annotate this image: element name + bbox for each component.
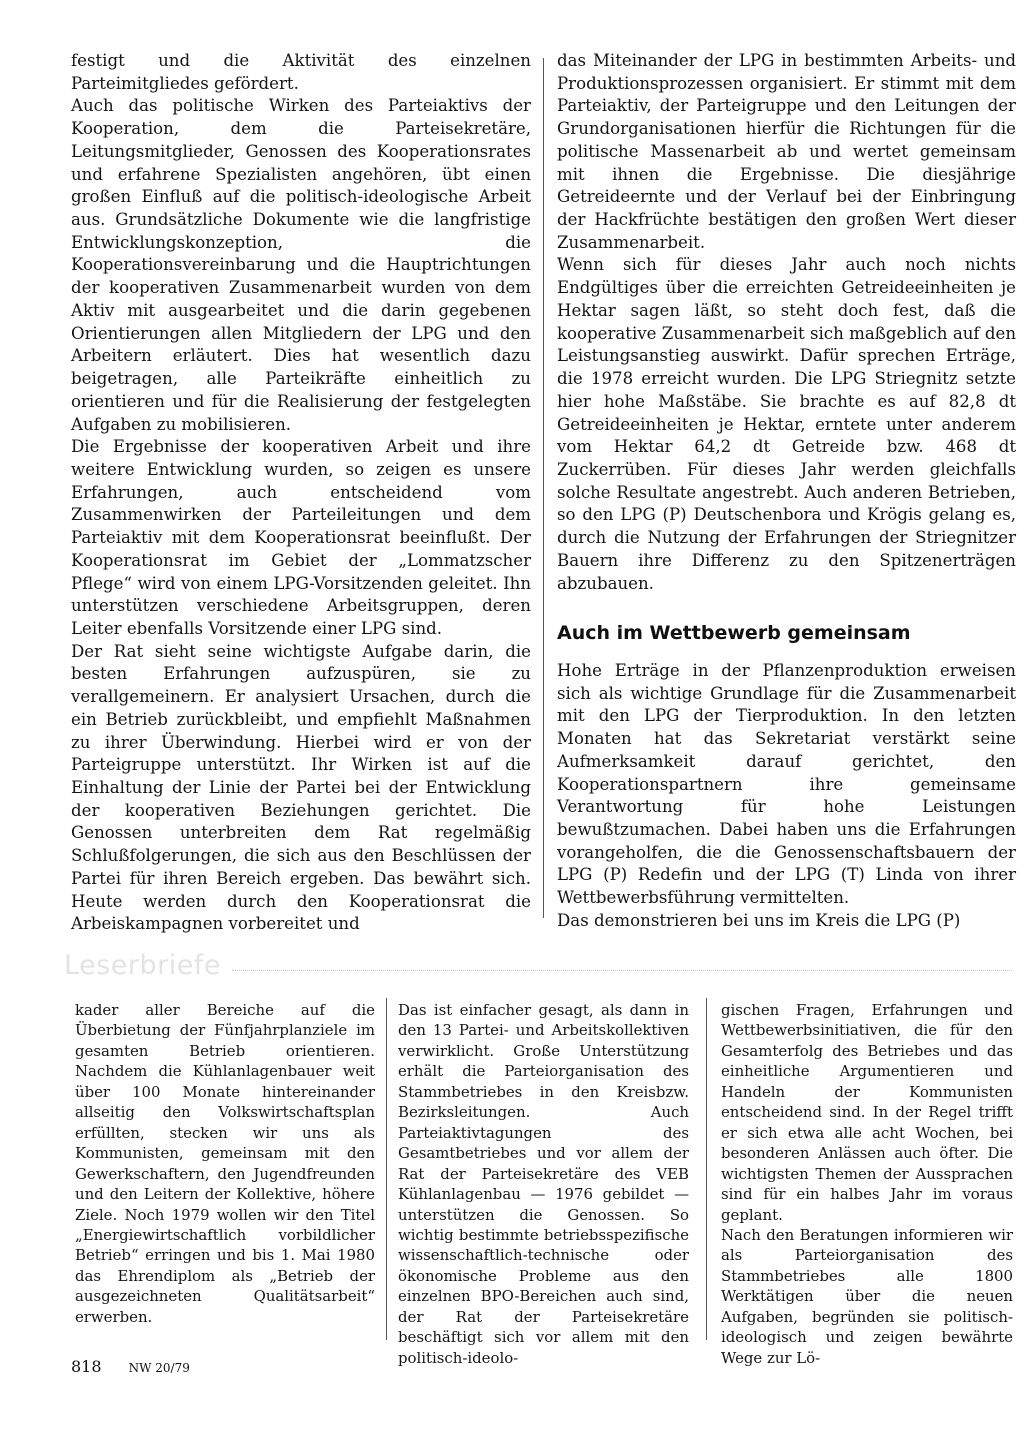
section-divider	[232, 970, 1012, 971]
section-label-leserbriefe: Leserbriefe	[64, 950, 221, 981]
page-footer	[71, 1356, 190, 1379]
paragraph: Die Ergebnisse der kooperativen Arbeit und ihre weitere Entwicklung wurden, so zeigen es unsere Erfahrungen, auch entscheidend vom Zusammenwirken der Parteileitungen und dem Parteiaktiv mit dem Kooperationsrat beeinflußt. Der Kooperationsrat im Gebiet der „Lommatzscher Pflege“ wird von einem LPG-Vorsitzenden geleitet. Ihn unterstützen verschiedene Arbeitsgruppen, deren Leiter ebenfalls Vorsitzende einer LPG sind.	[71, 437, 531, 638]
letters-column-1	[75, 1000, 375, 1327]
paragraph: Das ist einfacher gesagt, als dann in den 13 Partei- und Arbeitskollektiven verwirklicht. Große Unterstützung erhält die Parteiorganisation des Stammbetriebes in den Kreisbzw. Bezirksleitungen. Auch Parteiaktivtagungen des Gesamtbetriebes und vor allem der Rat der Parteisekretäre des VEB Kühlanlagenbau — 1976 gebildet — unterstützen die Genossen. So wichtig bestimmte betriebsspezifische wissenschaftlich-technische oder ökonomische Probleme aus den einzelnen BPO-Bereichen auch sind, der Rat der Parteisekretäre beschäftigt sich vor allem mit den politisch-ideolo-	[398, 1001, 689, 1367]
article-column-2	[557, 50, 1016, 595]
issue-reference: NW 20/79	[128, 1361, 190, 1375]
paragraph: Das demonstrieren bei uns im Kreis die LPG (P)	[557, 910, 961, 930]
letters-column-2	[398, 1000, 689, 1368]
paragraph: festigt und die Aktivität des einzelnen Parteimitgliedes gefördert.	[71, 51, 531, 93]
paragraph: Wenn sich für dieses Jahr auch noch nichts Endgültiges über die erreichten Getreideeinheiten je Hektar sagen läßt, so steht doch fest, daß die kooperative Zusammenarbeit sich maßgeblich auf den Leistungsanstieg auswirkt. Dafür sprechen Erträge, die 1978 erreicht wurden. Die LPG Striegnitz setzte hier hohe Maßstäbe. Sie brachte es auf 82,8 dt Getreideeinheiten je Hektar, erntete unter anderem vom Hektar 64,2 dt Getreide bzw. 468 dt Zuckerrüben. Für dieses Jahr werden gleichfalls solche Resultate angestrebt. Auch anderen Betrieben, so den LPG (P) Deutschenbora und Krögis gelang es, durch die Nutzung der Erfahrungen der Striegnitzer Bauern ihre Differenz zu den Spitzenerträgen abzubauen.	[557, 255, 1016, 593]
column-divider	[543, 58, 544, 918]
column-divider	[706, 998, 707, 1340]
paragraph: Nach den Beratungen informieren wir als Parteiorganisation des Stammbetriebes alle 1800 Werktätigen über die neuen Aufgaben, begründen sie politisch-ideologisch und zeigen bewährte Wege zur Lö-	[721, 1225, 1013, 1367]
paragraph: Hohe Erträge in der Pflanzenproduktion erweisen sich als wichtige Grundlage für die Zusammenarbeit mit den LPG der Tierproduktion. In den letzten Monaten hat das Sekretariat verstärkt seine Aufmerksamkeit darauf gerichtet, den Kooperationspartnern ihre gemeinsame Verantwortung für hohe Leistungen bewußtzumachen. Dabei haben uns die Erfahrungen vorangeholfen, die die Genossenschaftsbauern der LPG (P) Redefin und der LPG (T) Linda von ihrer Wettbewerbsführung vermittelten.	[557, 661, 1016, 908]
paragraph: das Miteinander der LPG in bestimmten Arbeits- und Produktionsprozessen organisiert. Er stimmt mit dem Parteiaktiv, der Parteigruppe und den Leitungen der Grundorganisationen hierfür die Richtungen für die politische Massenarbeit ab und wertet gemeinsam mit ihnen die Ergebnisse. Die diesjährige Getreideernte und der Verlauf bei der Einbringung der Hackfrüchte bestätigen den großen Wert dieser Zusammenarbeit.	[557, 51, 1016, 252]
paragraph: Auch das politische Wirken des Parteiaktivs der Kooperation, dem die Parteisekretäre, Leitungsmitglieder, Genossen des Kooperationsrates und erfahrene Spezialisten angehören, übt einen großen Einfluß auf die politisch-ideologische Arbeit aus. Grundsätzliche Dokumente wie die langfristige Entwicklungskonzeption, die Kooperationsvereinbarung und die Hauptrichtungen der kooperativen Zusammenarbeit wurden von dem Aktiv mit ausgearbeitet und die darin gegebenen Orientierungen allen Mitgliedern der LPG und den Arbeitern erläutert. Dies hat wesentlich dazu beigetragen, alle Parteikräfte einheitlich zu orientieren und für die Realisierung der festgelegten Aufgaben zu mobilisieren.	[71, 96, 531, 434]
section-heading: Auch im Wettbewerb gemeinsam	[557, 622, 911, 644]
paragraph: Der Rat sieht seine wichtigste Aufgabe darin, die besten Erfahrungen aufzuspüren, sie zu verallgemeinern. Er analysiert Ursachen, durch die ein Betrieb zurückbleibt, und empfiehlt Maßnahmen zu ihrer Überwindung. Hierbei wird er von der Parteigruppe unterstützt. Ihr Wirken ist auf die Einhaltung der Linie der Partei bei der Entwicklung der kooperativen Beziehungen gerichtet. Die Genossen unterbreiten dem Rat regelmäßig Schlußfolgerungen, die sich aus den Beschlüssen der Partei für ihren Bereich ergeben. Das bewährt sich. Heute werden durch den Kooperationsrat die Arbeiskampagnen vorbereitet und	[71, 641, 531, 934]
letters-column-3	[721, 1000, 1013, 1368]
paragraph: gischen Fragen, Erfahrungen und Wettbewerbsinitiativen, die für den Gesamterfolg des Betriebes und das einheitliche Argumentieren und Handeln der Kommunisten entscheidend sind. In der Regel trifft er sich etwa alle acht Wochen, bei besonderen Anlässen auch öfter. Die wichtigsten Themen der Aussprachen sind für ein halbes Jahr im voraus geplant.	[721, 1001, 1013, 1224]
paragraph: kader aller Bereiche auf die Überbietung der Fünfjahrplanziele im gesamten Betrieb orientieren. Nachdem die Kühlanlagenbauer weit über 100 Monate hintereinander allseitig den Volkswirtschaftsplan erfüllten, stecken wir uns als Kommunisten, gemeinsam mit den Gewerkschaftern, den Jugendfreunden und den Leitern der Kollektive, höhere Ziele. Noch 1979 wollen wir den Titel „Energiewirtschaftlich vorbildlicher Betrieb“ erringen und bis 1. Mai 1980 das Ehrendiplom als „Betrieb der ausgezeichneten Qualitätsarbeit“ erwerben.	[75, 1001, 375, 1326]
column-divider	[386, 998, 387, 1340]
article-column-2-continued	[557, 660, 1016, 933]
article-column-1	[71, 50, 531, 936]
page-number: 818	[71, 1357, 102, 1376]
